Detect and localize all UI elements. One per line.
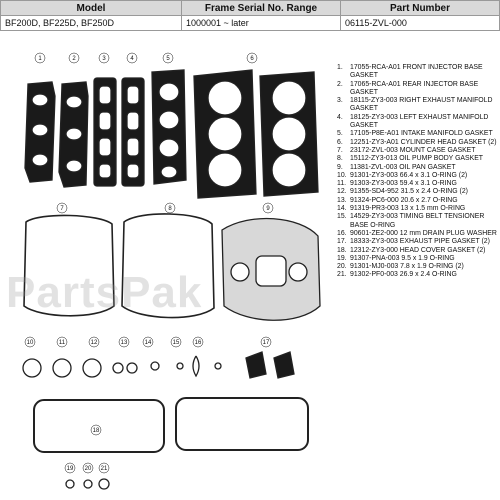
part-item (334, 271, 500, 279)
callout-number: 14 (144, 340, 152, 346)
callout-number: 1 (38, 56, 42, 62)
rear-injector-gasket (59, 82, 88, 187)
part-item (334, 263, 500, 271)
part-number: 8. (337, 155, 343, 163)
model-value: BF200D, BF225D, BF250D (1, 16, 182, 31)
part-description: 91307-PNA-003 9.5 x 1.9 O-RING (350, 254, 455, 262)
part-number: 2. (337, 80, 343, 88)
o-ring-13 (151, 362, 159, 370)
part-value: 06115-ZVL-000 (341, 16, 500, 31)
callout-number: 6 (250, 56, 254, 62)
part-number: 9. (337, 163, 343, 171)
front-injector-gasket (25, 82, 55, 182)
part-description: 15112-ZY3-013 OIL PUMP BODY GASKET (350, 155, 484, 163)
part-item (334, 205, 500, 213)
part-number: 18. (337, 246, 347, 254)
o-ring-21 (99, 479, 109, 489)
part-description: 17055-RCA-A01 FRONT INJECTOR BASE GASKET (350, 64, 483, 80)
watermark: PartsPak (6, 268, 203, 317)
callout-number: 16 (194, 340, 202, 346)
part-description: 18115-ZY3-003 RIGHT EXHAUST MANIFOLD GASKET (350, 97, 493, 113)
callout-number: 10 (26, 340, 34, 346)
callout-number: 20 (84, 466, 92, 472)
part-description: 12312-ZY3-000 HEAD COVER GASKET (2) (350, 246, 486, 254)
part-description: 90601-ZE2-000 12 mm DRAIN PLUG WASHER (350, 229, 497, 237)
part-number: 12. (337, 188, 347, 196)
callout-number: 17 (262, 340, 270, 346)
part-description: 91319-PR3-003 13 x 1.5 mm O-RING (350, 205, 466, 213)
callout-number: 7 (60, 206, 64, 212)
exhaust-pipe-gasket-a (246, 352, 266, 378)
model-header: Model (1, 1, 182, 16)
oil-pan-gasket (222, 219, 320, 321)
part-description: 14529-ZY3-003 TIMING BELT TENSIONER BASE O-RING (350, 213, 485, 229)
part-description: 91301-MJ0-003 7.8 x 1.9 O-RING (2) (350, 263, 464, 271)
right-exhaust-manifold-gasket (94, 78, 116, 186)
part-number: 7. (337, 146, 343, 154)
part-number: 15. (337, 213, 347, 221)
part-number: 10. (337, 171, 347, 179)
drain-plug-washer (215, 363, 221, 369)
part-item (334, 172, 500, 180)
part-item (334, 114, 500, 131)
callout-number: 18 (92, 428, 100, 434)
callout-number: 2 (72, 56, 76, 62)
part-description: 23172-ZVL-003 MOUNT CASE GASKET (350, 146, 476, 154)
part-item (334, 180, 500, 188)
part-number: 1. (337, 64, 343, 71)
head-cover-gasket-b (176, 398, 308, 450)
part-item (334, 255, 500, 263)
part-item (334, 130, 500, 138)
part-number: 21. (337, 271, 347, 279)
part-number: 3. (337, 97, 343, 105)
mount-case-gasket (24, 215, 114, 315)
callout-number: 13 (120, 340, 128, 346)
o-ring-10a (23, 359, 41, 377)
range-header: Frame Serial No. Range (182, 1, 341, 16)
part-number: 19. (337, 254, 347, 262)
part-number: 17. (337, 238, 347, 246)
part-number: 6. (337, 138, 343, 146)
part-item (334, 213, 500, 230)
part-item (334, 139, 500, 147)
part-number: 4. (337, 113, 343, 121)
callout-number: 8 (168, 206, 172, 212)
o-ring-11 (83, 359, 101, 377)
part-number: 16. (337, 229, 347, 237)
part-item (334, 155, 500, 163)
part-description: 11381-ZVL-003 OIL PAN GASKET (350, 163, 456, 171)
callout-number: 3 (102, 56, 106, 62)
header-table (0, 0, 500, 31)
part-item (334, 81, 500, 98)
callout-number: 9 (266, 206, 270, 212)
o-ring-19 (66, 480, 74, 488)
part-description: 17065-RCA-A01 REAR INJECTOR BASE GASKET (350, 80, 479, 96)
part-header: Part Number (341, 1, 500, 16)
cylinder-head-gasket-b (260, 72, 318, 196)
left-exhaust-manifold-gasket (122, 78, 144, 186)
timing-belt-tensioner-o-ring (193, 356, 199, 376)
part-description: 12251-ZY3-A01 CYLINDER HEAD GASKET (2) (350, 138, 497, 146)
callout-number: 5 (166, 56, 170, 62)
part-description: 18333-ZY3-003 EXHAUST PIPE GASKET (2) (350, 238, 490, 246)
callout-number: 19 (66, 466, 74, 472)
part-item (334, 230, 500, 238)
part-number: 11. (337, 180, 347, 188)
callout-number: 12 (90, 340, 98, 346)
part-item (334, 197, 500, 205)
part-description: 91301-ZY3-003 66.4 x 3.1 O-RING (2) (350, 171, 468, 179)
part-description: 91302-PF0-003 26.9 x 2.4 O-RING (350, 271, 457, 279)
callout-number: 21 (100, 466, 108, 472)
part-description: 91355-SD4-952 31.5 x 2.4 O-RING (2) (350, 188, 468, 196)
parts-list (334, 64, 500, 280)
o-ring-20 (84, 480, 92, 488)
o-ring-14 (177, 363, 183, 369)
cylinder-head-gasket-a (194, 70, 256, 198)
part-item (334, 64, 500, 81)
part-item (334, 147, 500, 155)
part-item (334, 97, 500, 114)
part-number: 13. (337, 196, 347, 204)
intake-manifold-gasket (152, 70, 186, 184)
callout-number: 15 (172, 340, 180, 346)
o-ring-12b (127, 363, 137, 373)
part-description: 91324-PC6-000 20.6 x 2.7 O-RING (350, 196, 458, 204)
part-item (334, 164, 500, 172)
callout-number: 4 (130, 56, 134, 62)
part-item (334, 247, 500, 255)
callout-number: 11 (58, 340, 66, 346)
part-number: 5. (337, 130, 343, 138)
range-value: 1000001 ~ later (182, 16, 341, 31)
part-description: 17105-P8E-A01 INTAKE MANIFOLD GASKET (350, 130, 493, 138)
part-description: 91303-ZY3-003 59.4 x 3.1 O-RING (350, 180, 457, 188)
oil-pump-body-gasket (122, 214, 214, 318)
part-number: 20. (337, 263, 347, 271)
part-number: 14. (337, 205, 347, 213)
o-ring-10b (53, 359, 71, 377)
exhaust-pipe-gasket-b (274, 352, 294, 378)
gasket-diagram (0, 40, 330, 500)
part-description: 18125-ZY3-003 LEFT EXHAUST MANIFOLD GASKET (350, 113, 489, 130)
part-item (334, 238, 500, 246)
part-item (334, 188, 500, 196)
o-ring-12a (113, 363, 123, 373)
